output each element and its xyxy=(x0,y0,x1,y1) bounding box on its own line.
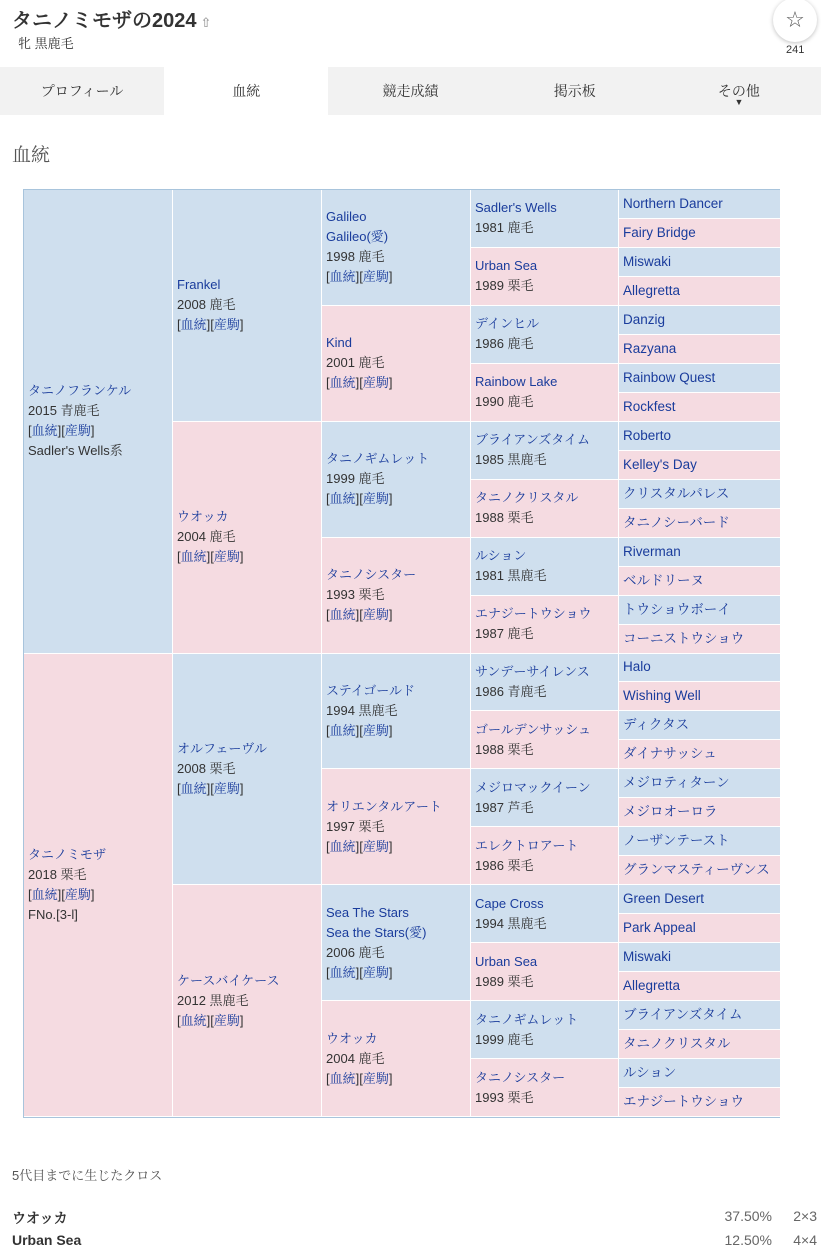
horse-link[interactable]: コーニストウショウ xyxy=(623,630,745,646)
horse-name-link xyxy=(623,773,776,793)
tab-label: 競走成績 xyxy=(382,83,439,99)
birth-year-color: 2006 鹿毛 xyxy=(326,944,385,960)
birth-year-color: 2004 鹿毛 xyxy=(177,529,236,545)
horse-alt-name xyxy=(326,923,466,943)
pedigree-link[interactable]: 血統 xyxy=(329,1070,356,1086)
horse-name-link xyxy=(623,223,776,243)
horse-name-link xyxy=(28,845,168,865)
pedigree-cell-gen2 xyxy=(173,190,322,422)
horse-name-link xyxy=(475,1010,614,1030)
horse-link[interactable]: Allegretta xyxy=(623,282,681,298)
horse-name-link xyxy=(475,952,614,972)
horse-name-link xyxy=(623,976,776,996)
horse-link[interactable]: メジロティターン xyxy=(623,775,730,791)
pedigree-cell-gen4 xyxy=(471,827,619,885)
horse-link[interactable]: ウオッカ xyxy=(326,1030,378,1046)
horse-name: タニノミモザの2024 xyxy=(12,10,197,32)
birth-year-color: 1981 鹿毛 xyxy=(475,220,534,236)
horse-link[interactable]: サンデーサイレンス xyxy=(475,663,590,679)
horse-name-link xyxy=(623,455,776,475)
horse-link[interactable]: タニノギムレット xyxy=(326,451,430,467)
horse-name-link xyxy=(623,947,776,967)
pedigree-cell-gen5 xyxy=(619,248,781,277)
birth-year-color: 1999 鹿毛 xyxy=(326,471,385,487)
offspring-link[interactable]: 産駒 xyxy=(362,722,389,738)
tab-label: 掲示板 xyxy=(553,83,596,99)
pedigree-cell-gen2 xyxy=(173,885,322,1117)
offspring-link[interactable]: 産駒 xyxy=(213,1012,240,1028)
cross-title: 5代目までに生じたクロス xyxy=(12,1168,163,1183)
pedigree-cell-gen4 xyxy=(471,306,619,364)
pedigree-links: [血統][産駒] xyxy=(326,964,393,980)
pedigree-link[interactable]: 血統 xyxy=(180,317,207,333)
cross-row xyxy=(12,1208,817,1228)
pedigree-cell-gen5 xyxy=(619,740,781,769)
horse-link[interactable]: ウオッカ xyxy=(177,509,229,525)
horse-link[interactable]: ブライアンズタイム xyxy=(475,432,591,448)
pedigree-link[interactable]: 血統 xyxy=(329,607,356,623)
horse-link[interactable]: Kelley's Day xyxy=(623,456,697,472)
horse-name-link xyxy=(475,198,614,218)
horse-link[interactable]: メジロオーロラ xyxy=(623,804,718,820)
cross-name[interactable]: Urban Sea xyxy=(12,1232,82,1248)
tab-race-results[interactable] xyxy=(328,67,492,115)
birth-year-color: 2018 栗毛 xyxy=(28,866,87,882)
pedigree-link[interactable]: 血統 xyxy=(180,1012,207,1028)
pedigree-links: [血統][産駒] xyxy=(177,780,244,796)
birth-year-color: 1986 鹿毛 xyxy=(475,336,534,352)
pedigree-cell-gen4 xyxy=(471,422,619,480)
pedigree-cell-gen5 xyxy=(619,914,781,943)
horse-link[interactable]: Razyana xyxy=(623,340,677,356)
pedigree-cell-gen5 xyxy=(619,682,781,711)
pedigree-cell-gen3 xyxy=(322,422,471,538)
pedigree-cell-gen5 xyxy=(619,596,781,625)
tab-label: その他 xyxy=(717,83,760,99)
horse-name-link xyxy=(623,802,776,822)
offspring-link[interactable]: 産駒 xyxy=(362,491,389,507)
pedigree-link[interactable]: 血統 xyxy=(329,491,356,507)
horse-link[interactable]: ディクタス xyxy=(623,717,690,733)
birth-year-color: 1981 黒鹿毛 xyxy=(475,568,547,584)
birth-year-color: 1997 栗毛 xyxy=(326,818,385,834)
horse-name-link xyxy=(623,918,776,938)
birth-year-color: 1990 鹿毛 xyxy=(475,394,534,410)
horse-name-link xyxy=(326,333,466,353)
horse-name-link xyxy=(177,739,317,759)
horse-link[interactable]: ノーザンテースト xyxy=(623,833,730,849)
cross-pattern: 4×4 xyxy=(793,1232,817,1248)
horse-name-link xyxy=(623,629,776,649)
pedigree-link[interactable]: 血統 xyxy=(31,423,58,439)
horse-link[interactable]: オリエンタルアート xyxy=(326,798,442,814)
pedigree-cell-gen5 xyxy=(619,1088,781,1117)
horse-link[interactable]: ケースバイケース xyxy=(177,972,280,988)
pedigree-cell-gen4 xyxy=(471,248,619,306)
horse-link[interactable]: Roberto xyxy=(623,427,672,443)
cross-row xyxy=(12,1232,817,1248)
birth-year-color: 1986 栗毛 xyxy=(475,857,534,873)
horse-link[interactable]: ダイナサッシュ xyxy=(623,746,717,762)
pedigree-links: [血統][産駒] xyxy=(326,722,393,738)
star-icon: ☆ xyxy=(785,7,805,32)
horse-link[interactable]: タニノシーバード xyxy=(623,514,730,530)
horse-link[interactable]: Urban Sea xyxy=(475,953,538,969)
horse-name-link xyxy=(623,1034,776,1054)
horse-name-link xyxy=(475,488,614,508)
pedigree-cell-gen2 xyxy=(173,654,322,886)
pedigree-cell-gen5 xyxy=(619,1059,781,1088)
pedigree-cell-gen3 xyxy=(322,769,471,885)
horse-name-link xyxy=(623,600,776,620)
favorite-count: 241 xyxy=(786,44,805,56)
horse-name-link xyxy=(177,971,317,991)
tab-profile[interactable] xyxy=(0,67,164,115)
pedigree-cell-gen4 xyxy=(471,1001,619,1059)
pedigree-link[interactable]: 血統 xyxy=(329,375,356,391)
cross-name[interactable]: ウオッカ xyxy=(12,1210,68,1226)
pedigree-links: [血統][産駒] xyxy=(177,549,244,565)
horse-link[interactable]: エナジートウショウ xyxy=(623,1094,744,1110)
horse-link[interactable]: Green Desert xyxy=(623,891,705,907)
pedigree-cell-gen5 xyxy=(619,480,781,509)
offspring-link[interactable]: 産駒 xyxy=(362,964,389,980)
offspring-link[interactable]: 産駒 xyxy=(362,607,389,623)
offspring-link[interactable]: 産駒 xyxy=(64,423,91,439)
pedigree-cell-gen3 xyxy=(322,885,471,1001)
pedigree-cell-gen4 xyxy=(471,654,619,712)
horse-link[interactable]: Miswaki xyxy=(623,253,672,269)
offspring-link[interactable]: 産駒 xyxy=(362,269,389,285)
horse-link[interactable]: Cape Cross xyxy=(475,895,544,911)
pedigree-cell-gen5 xyxy=(619,827,781,856)
tab-bulletin-board[interactable] xyxy=(493,67,657,115)
horse-link[interactable]: デインヒル xyxy=(475,316,540,332)
pedigree-cell-gen5 xyxy=(619,856,781,885)
horse-link[interactable]: Northern Dancer xyxy=(623,195,723,211)
horse-link[interactable]: クリスタルパレス xyxy=(623,485,730,501)
pedigree-cell-gen3 xyxy=(322,1001,471,1117)
horse-name-link xyxy=(475,778,614,798)
pedigree-links: [血統][産駒] xyxy=(326,375,393,391)
cross-percent: 12.50% xyxy=(724,1232,772,1248)
horse-link[interactable]: ゴールデンサッシュ xyxy=(475,721,591,737)
birth-year-color: 1993 栗毛 xyxy=(326,587,385,603)
pedigree-cell-gen4 xyxy=(471,943,619,1001)
pedigree-cell-gen5 xyxy=(619,654,781,683)
horse-link[interactable]: グランマスティーヴンス xyxy=(623,862,770,878)
horse-link[interactable]: Fairy Bridge xyxy=(623,224,696,240)
horse-link[interactable]: Danzig xyxy=(623,311,666,327)
birth-year-color: 1994 黒鹿毛 xyxy=(326,702,398,718)
horse-name-link xyxy=(623,744,776,764)
pedigree-cell-gen3 xyxy=(322,306,471,422)
pedigree-cell-gen1 xyxy=(24,654,173,1118)
pedigree-cell-gen5 xyxy=(619,335,781,364)
lineage-note: FNo.[3-l] xyxy=(28,906,78,922)
horse-link[interactable]: タニノクリスタル xyxy=(623,1036,731,1052)
horse-link[interactable]: ルション xyxy=(623,1065,677,1081)
horse-name-link xyxy=(623,715,776,735)
pedigree-link[interactable]: 血統 xyxy=(31,886,58,902)
horse-name-link xyxy=(623,571,776,591)
horse-link[interactable]: ルション xyxy=(475,548,527,564)
pedigree-cell-gen5 xyxy=(619,422,781,451)
horse-link[interactable]: エナジートウショウ xyxy=(475,606,592,622)
pedigree-link[interactable]: 血統 xyxy=(329,722,356,738)
tab-other[interactable] xyxy=(657,67,821,115)
horse-link[interactable]: トウショウボーイ xyxy=(623,601,731,617)
horse-name-link xyxy=(326,207,466,227)
horse-link[interactable]: タニノフランケル xyxy=(28,383,132,399)
tab-label: プロフィール xyxy=(40,83,124,99)
offspring-link[interactable]: 産駒 xyxy=(213,317,240,333)
horse-name-link xyxy=(623,339,776,359)
pedigree-links: [血統][産駒] xyxy=(326,1070,393,1086)
pedigree-cell-gen4 xyxy=(471,596,619,654)
offspring-link[interactable]: 産駒 xyxy=(362,375,389,391)
cross-percent: 37.50% xyxy=(724,1208,772,1224)
horse-link[interactable]: タニノクリスタル xyxy=(475,490,579,506)
horse-name-link xyxy=(623,252,776,272)
pedigree-cell-gen4 xyxy=(471,480,619,538)
pedigree-cell-gen4 xyxy=(471,1059,619,1117)
horse-name-link xyxy=(623,657,776,677)
horse-name-link xyxy=(623,426,776,446)
horse-link[interactable]: タニノギムレット xyxy=(475,1011,579,1027)
horse-link[interactable]: Sea The Stars xyxy=(326,904,409,920)
pedigree-cell-gen3 xyxy=(322,190,471,306)
offspring-link[interactable]: 産駒 xyxy=(213,780,240,796)
horse-link[interactable]: Rainbow Lake xyxy=(475,374,558,390)
horse-name-link xyxy=(623,397,776,417)
horse-name-link xyxy=(326,797,466,817)
pedigree-cell-gen5 xyxy=(619,885,781,914)
pedigree-links: [血統][産駒] xyxy=(326,491,393,507)
pedigree-cell-gen3 xyxy=(322,654,471,770)
pedigree-cell-gen4 xyxy=(471,364,619,422)
tab-label: 血統 xyxy=(232,83,261,99)
horse-link[interactable]: Rockfest xyxy=(623,398,676,414)
horse-link[interactable]: Galileo xyxy=(326,209,367,225)
horse-name-link xyxy=(475,662,614,682)
horse-name-link xyxy=(475,720,614,740)
page-title xyxy=(12,4,211,33)
birth-year-color: 2008 栗毛 xyxy=(177,760,236,776)
cross-pattern: 2×3 xyxy=(793,1208,817,1224)
horse-link[interactable]: エレクトロアート xyxy=(475,837,579,853)
pedigree-cell-gen5 xyxy=(619,943,781,972)
pedigree-cell-gen4 xyxy=(471,885,619,943)
horse-name-link xyxy=(326,681,466,701)
horse-name-link xyxy=(475,894,614,914)
lineage-note: Sadler's Wells系 xyxy=(28,443,123,459)
pedigree-cell-gen5 xyxy=(619,364,781,393)
birth-year-color: 2012 黒鹿毛 xyxy=(177,992,249,1008)
pedigree-links: [血統][産駒] xyxy=(28,886,95,902)
horse-name-link xyxy=(475,604,614,624)
horse-name-link xyxy=(623,686,776,706)
horse-name-link xyxy=(475,546,614,566)
pedigree-cell-gen1 xyxy=(24,190,173,654)
horse-name-link xyxy=(475,256,614,276)
birth-year-color: 1988 栗毛 xyxy=(475,510,534,526)
pedigree-cell-gen5 xyxy=(619,219,781,248)
birth-year-color: 2004 鹿毛 xyxy=(326,1050,385,1066)
horse-name-link xyxy=(326,449,466,469)
horse-name-link xyxy=(623,1063,776,1083)
horse-alt-link[interactable]: Galileo(愛) xyxy=(326,229,389,245)
section-title: 血統 xyxy=(12,145,51,166)
horse-name-link xyxy=(623,310,776,330)
offspring-link[interactable]: 産駒 xyxy=(213,549,240,565)
pedigree-cell-gen4 xyxy=(471,769,619,827)
pedigree-link[interactable]: 血統 xyxy=(329,269,356,285)
chevron-down-icon: ▼ xyxy=(734,97,744,107)
horse-name-link xyxy=(475,1068,614,1088)
pedigree-links: [血統][産駒] xyxy=(28,423,95,439)
horse-link[interactable]: オルフェーヴル xyxy=(177,740,267,756)
pedigree-cell-gen5 xyxy=(619,798,781,827)
horse-link[interactable]: メジロマックイーン xyxy=(475,779,591,795)
horse-name-link xyxy=(177,275,317,295)
horse-link[interactable]: ブライアンズタイム xyxy=(623,1007,743,1023)
birth-year-color: 1989 栗毛 xyxy=(475,278,534,294)
pedigree-cell-gen5 xyxy=(619,393,781,422)
horse-link[interactable]: Park Appeal xyxy=(623,920,696,936)
pedigree-cell-gen5 xyxy=(619,190,781,219)
horse-name-link xyxy=(326,565,466,585)
horse-name-link xyxy=(623,831,776,851)
horse-link[interactable]: Allegretta xyxy=(623,978,681,994)
horse-name-link xyxy=(475,314,614,334)
horse-alt-name xyxy=(326,227,466,247)
horse-name-link xyxy=(623,1092,776,1112)
pedigree-cell-gen4 xyxy=(471,538,619,596)
pedigree-cell-gen5 xyxy=(619,1001,781,1030)
birth-year-color: 1989 栗毛 xyxy=(475,973,534,989)
pedigree-cell-gen5 xyxy=(619,625,781,654)
pedigree-cell-gen5 xyxy=(619,711,781,740)
tab-pedigree[interactable] xyxy=(164,67,328,115)
pedigree-cell-gen5 xyxy=(619,769,781,798)
pedigree-cell-gen4 xyxy=(471,711,619,769)
horse-name-link xyxy=(623,281,776,301)
pedigree-links: [血統][産駒] xyxy=(177,317,244,333)
horse-link[interactable]: タニノミモザ xyxy=(28,846,107,862)
pedigree-table xyxy=(23,189,780,1118)
birth-year-color: 1985 黒鹿毛 xyxy=(475,452,547,468)
pedigree-cell-gen5 xyxy=(619,277,781,306)
birth-year-color: 1988 栗毛 xyxy=(475,741,534,757)
pedigree-links: [血統][産駒] xyxy=(326,607,393,623)
pedigree-cell-gen5 xyxy=(619,509,781,538)
horse-name-link xyxy=(475,430,614,450)
birth-year-color: 1998 鹿毛 xyxy=(326,249,385,265)
horse-link[interactable]: Urban Sea xyxy=(475,258,538,274)
birth-year-color: 1987 鹿毛 xyxy=(475,626,534,642)
horse-link[interactable]: Rainbow Quest xyxy=(623,369,716,385)
pedigree-links: [血統][産駒] xyxy=(326,269,393,285)
pedigree-link[interactable]: 血統 xyxy=(180,780,207,796)
horse-name-link xyxy=(326,1029,466,1049)
pedigree-cell-gen3 xyxy=(322,538,471,654)
offspring-link[interactable]: 産駒 xyxy=(362,1070,389,1086)
tab-bar xyxy=(0,67,821,115)
share-icon[interactable]: ⇧ xyxy=(200,15,212,30)
horse-name-link xyxy=(623,1005,776,1025)
horse-name-link xyxy=(326,903,466,923)
pedigree-cell-gen4 xyxy=(471,190,619,248)
pedigree-cell-gen5 xyxy=(619,538,781,567)
pedigree-links: [血統][産駒] xyxy=(326,838,393,854)
birth-year-color: 2008 鹿毛 xyxy=(177,297,236,313)
horse-link[interactable]: Kind xyxy=(326,335,353,351)
birth-year-color: 1986 青鹿毛 xyxy=(475,683,547,699)
horse-name-link xyxy=(623,368,776,388)
pedigree-cell-gen2 xyxy=(173,422,322,654)
pedigree-cell-gen5 xyxy=(619,451,781,480)
offspring-link[interactable]: 産駒 xyxy=(362,838,389,854)
horse-link[interactable]: タニノシスター xyxy=(326,567,417,583)
offspring-link[interactable]: 産駒 xyxy=(64,886,91,902)
pedigree-links: [血統][産駒] xyxy=(177,1012,244,1028)
birth-year-color: 2015 青鹿毛 xyxy=(28,403,100,419)
horse-name-link xyxy=(475,836,614,856)
pedigree-cell-gen5 xyxy=(619,567,781,596)
horse-name-link xyxy=(177,507,317,527)
pedigree-cell-gen5 xyxy=(619,306,781,335)
pedigree-link[interactable]: 血統 xyxy=(329,964,356,980)
birth-year-color: 1999 鹿毛 xyxy=(475,1031,534,1047)
favorite-button[interactable] xyxy=(773,0,817,42)
horse-name-link xyxy=(28,381,168,401)
horse-link[interactable]: Wishing Well xyxy=(623,688,701,704)
horse-name-link xyxy=(623,194,776,214)
horse-sex-color: 牝 黒鹿毛 xyxy=(18,36,74,51)
birth-year-color: 1993 栗毛 xyxy=(475,1089,534,1105)
pedigree-link[interactable]: 血統 xyxy=(180,549,207,565)
horse-alt-link[interactable]: Sea the Stars(愛) xyxy=(326,924,427,940)
horse-name-link xyxy=(475,372,614,392)
horse-link[interactable]: タニノシスター xyxy=(475,1069,566,1085)
horse-link[interactable]: Frankel xyxy=(177,277,221,293)
header xyxy=(0,0,821,66)
birth-year-color: 1994 黒鹿毛 xyxy=(475,915,547,931)
pedigree-cell-gen5 xyxy=(619,1030,781,1059)
horse-link[interactable]: Halo xyxy=(623,659,651,675)
birth-year-color: 1987 芦毛 xyxy=(475,799,534,815)
horse-name-link xyxy=(623,513,776,533)
horse-name-link xyxy=(623,484,776,504)
pedigree-link[interactable]: 血統 xyxy=(329,838,356,854)
horse-link[interactable]: Riverman xyxy=(623,543,681,559)
horse-name-link xyxy=(623,860,776,880)
horse-link[interactable]: ステイゴールド xyxy=(326,682,416,698)
horse-name-link xyxy=(623,542,776,562)
horse-link[interactable]: ベルドリーヌ xyxy=(623,572,704,588)
horse-link[interactable]: Sadler's Wells xyxy=(475,200,557,216)
birth-year-color: 2001 鹿毛 xyxy=(326,355,385,371)
horse-link[interactable]: Miswaki xyxy=(623,949,672,965)
horse-name-link xyxy=(623,889,776,909)
pedigree-cell-gen5 xyxy=(619,972,781,1001)
